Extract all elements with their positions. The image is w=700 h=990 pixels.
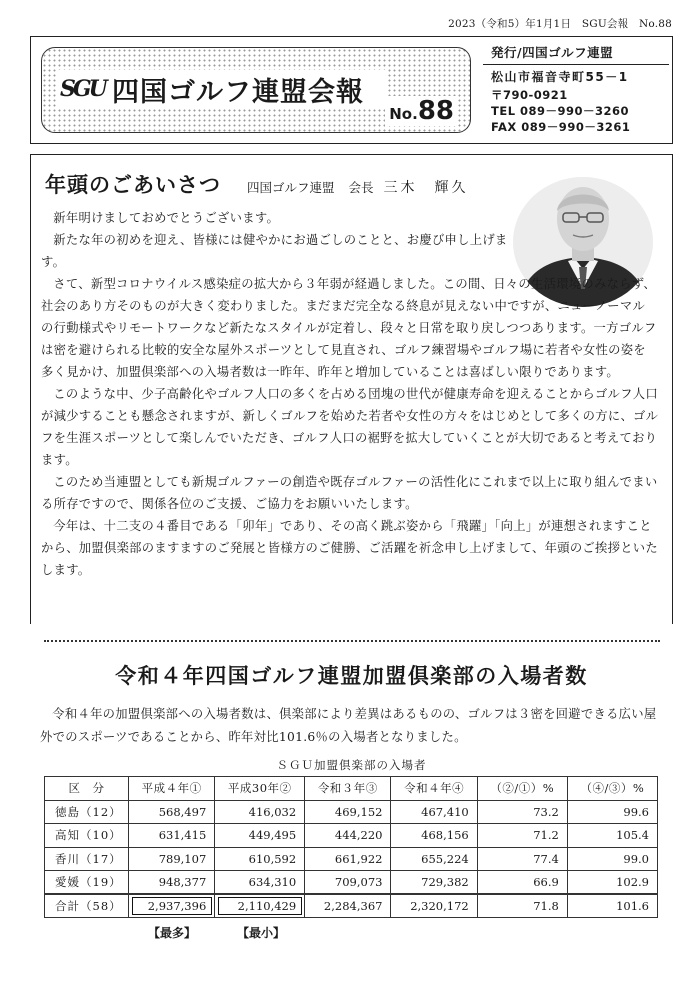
table-row [45, 800, 658, 824]
table-row [45, 847, 658, 871]
col-header: 平成30年② [215, 777, 305, 801]
col-header: 平成４年① [129, 777, 215, 801]
col-header: （②/①）% [477, 777, 567, 801]
value-cell: 661,922 [305, 847, 391, 871]
greeting-paragraph-6: 今年は、十二支の４番目である「卯年」であり、その高く跳ぶ姿から「飛躍」「向上」が連想されますことから、加盟倶楽部のますますのご発展と皆様方のご健勝、ご活躍を祈念申し上げまして、年頭のご挨拶といたします。 [41, 519, 659, 577]
region-cell: 合計（58） [45, 894, 129, 918]
value-cell: 467,410 [391, 800, 477, 824]
col-header: 令和４年④ [391, 777, 477, 801]
date-issue-line: 2023（令和5）年1月1日 SGU会報 No.88 [448, 18, 672, 30]
value-cell: 416,032 [215, 800, 305, 824]
value-cell: 948,377 [129, 871, 215, 895]
value-cell: 789,107 [129, 847, 215, 871]
value-cell: 444,220 [305, 824, 391, 848]
value-cell: 468,156 [391, 824, 477, 848]
value-cell: 610,592 [215, 847, 305, 871]
publisher-fax: FAX 089－990－3261 [491, 120, 631, 134]
issue-number [385, 96, 458, 126]
title-banner [41, 47, 471, 133]
value-cell-min: 2,110,429 [215, 894, 305, 918]
greeting-article [30, 154, 673, 624]
region-cell: 愛媛（19） [45, 871, 129, 895]
issue-prefix: No. [389, 105, 418, 123]
publisher-block [491, 43, 667, 135]
greeting-paragraph-3: さて、新型コロナウイルス感染症の拡大から３年弱が経過しました。この間、日々の生活環境のみならず、社会のあり方そのものが大きく変わりました。まだまだ完全なる終息が見えない中ですが、ニューノーマルの行動様式やリモートワークなど新たなスタイルが定着し、段々と日常を取り戻しつつあります。一方ゴルフは密を避けられる比較的安全な屋外スポーツとして見直され、ゴルフ練習場やゴルフ場に若者や女性の姿を多く見かけ、加盟倶楽部への入場者数は一昨年、昨年と増加していることは喜ばしい限りであります。 [41, 277, 657, 379]
issue-number-value: 88 [417, 96, 454, 126]
masthead [30, 36, 673, 144]
col-header: 令和３年③ [305, 777, 391, 801]
table-caption: ＳＧＵ加盟倶楽部の入場者 [276, 758, 427, 772]
value-cell: 66.9 [477, 871, 567, 895]
region-cell: 香川（17） [45, 847, 129, 871]
greeting-role: 会長 [348, 180, 374, 195]
greeting-title: 年頭のごあいさつ [45, 173, 221, 197]
value-cell: 469,152 [305, 800, 391, 824]
value-cell: 709,073 [305, 871, 391, 895]
value-cell: 99.0 [567, 847, 657, 871]
greeting-paragraph-1: 新年明けましておめでとうございます。 [53, 211, 280, 225]
col-header: 区 分 [45, 777, 129, 801]
sgu-logo-icon [60, 74, 106, 104]
value-cell: 101.6 [567, 894, 657, 918]
value-cell: 77.4 [477, 847, 567, 871]
marker-min: 【最小】 [237, 926, 286, 940]
greeting-author-name: 三木 輝久 [383, 180, 469, 196]
table-total-row [45, 894, 658, 918]
value-cell-max: 2,937,396 [129, 894, 215, 918]
value-cell: 73.2 [477, 800, 567, 824]
visitor-stats-table [44, 776, 658, 918]
logo-text: SGU [60, 76, 105, 102]
value-cell: 729,382 [391, 871, 477, 895]
publisher-label: 発行/四国ゴルフ連盟 [491, 45, 614, 60]
value-cell: 631,415 [129, 824, 215, 848]
col-header: （④/③）% [567, 777, 657, 801]
publisher-divider [483, 64, 669, 65]
greeting-paragraph-2: 新たな年の初めを迎え、皆様には健やかにお過ごしのことと、お慶び申し上げます。 [41, 233, 508, 269]
table-row [45, 871, 658, 895]
table-row [45, 824, 658, 848]
publisher-address: 松山市福音寺町55－1 [491, 70, 629, 84]
stats-intro-text: 令和４年の加盟倶楽部への入場者数は、倶楽部により差異はあるものの、ゴルフは３密を回避できる広い屋外でのスポーツであることから、昨年対比101.6％の入場者となりました。 [40, 707, 657, 744]
value-cell: 71.2 [477, 824, 567, 848]
marker-max: 【最多】 [148, 926, 197, 940]
stats-section-title: 令和４年四国ゴルフ連盟加盟倶楽部の入場者数 [115, 664, 588, 688]
newsletter-title: 四国ゴルフ連盟会報 [112, 76, 364, 108]
greeting-org: 四国ゴルフ連盟 [247, 180, 335, 195]
value-cell: 634,310 [215, 871, 305, 895]
section-divider [44, 640, 660, 642]
publisher-tel: TEL 089－990－3260 [491, 104, 630, 118]
region-cell: 徳島（12） [45, 800, 129, 824]
value-cell: 99.6 [567, 800, 657, 824]
greeting-body [41, 207, 663, 581]
value-cell: 2,320,172 [391, 894, 477, 918]
value-cell: 2,284,367 [305, 894, 391, 918]
stats-intro [40, 703, 660, 749]
publisher-postal: 〒790-0921 [491, 88, 568, 102]
region-cell: 高知（10） [45, 824, 129, 848]
value-cell: 102.9 [567, 871, 657, 895]
greeting-paragraph-4: このような中、少子高齢化やゴルフ人口の多くを占める団塊の世代が健康寿命を迎えることからゴルフ人口が減少することも懸念されますが、新しくゴルフを始めた若者や女性の方々をはじめとして多くの方に、ゴルフを生涯スポーツとして楽しんでいただき、ゴルフ人口の裾野を拡大していくことが大切であると考えております。 [41, 387, 659, 467]
value-cell: 655,224 [391, 847, 477, 871]
value-cell: 449,495 [215, 824, 305, 848]
value-cell: 105.4 [567, 824, 657, 848]
greeting-paragraph-5: このため当連盟としても新規ゴルファーの創造や既存ゴルファーの活性化にこれまで以上に取り組んでまいる所存ですので、関係各位のご支援、ご協力をお願いいたします。 [41, 475, 658, 511]
table-header-row [45, 777, 658, 801]
value-cell: 71.8 [477, 894, 567, 918]
value-cell: 568,497 [129, 800, 215, 824]
title-inner [56, 70, 386, 108]
greeting-header [45, 169, 469, 199]
